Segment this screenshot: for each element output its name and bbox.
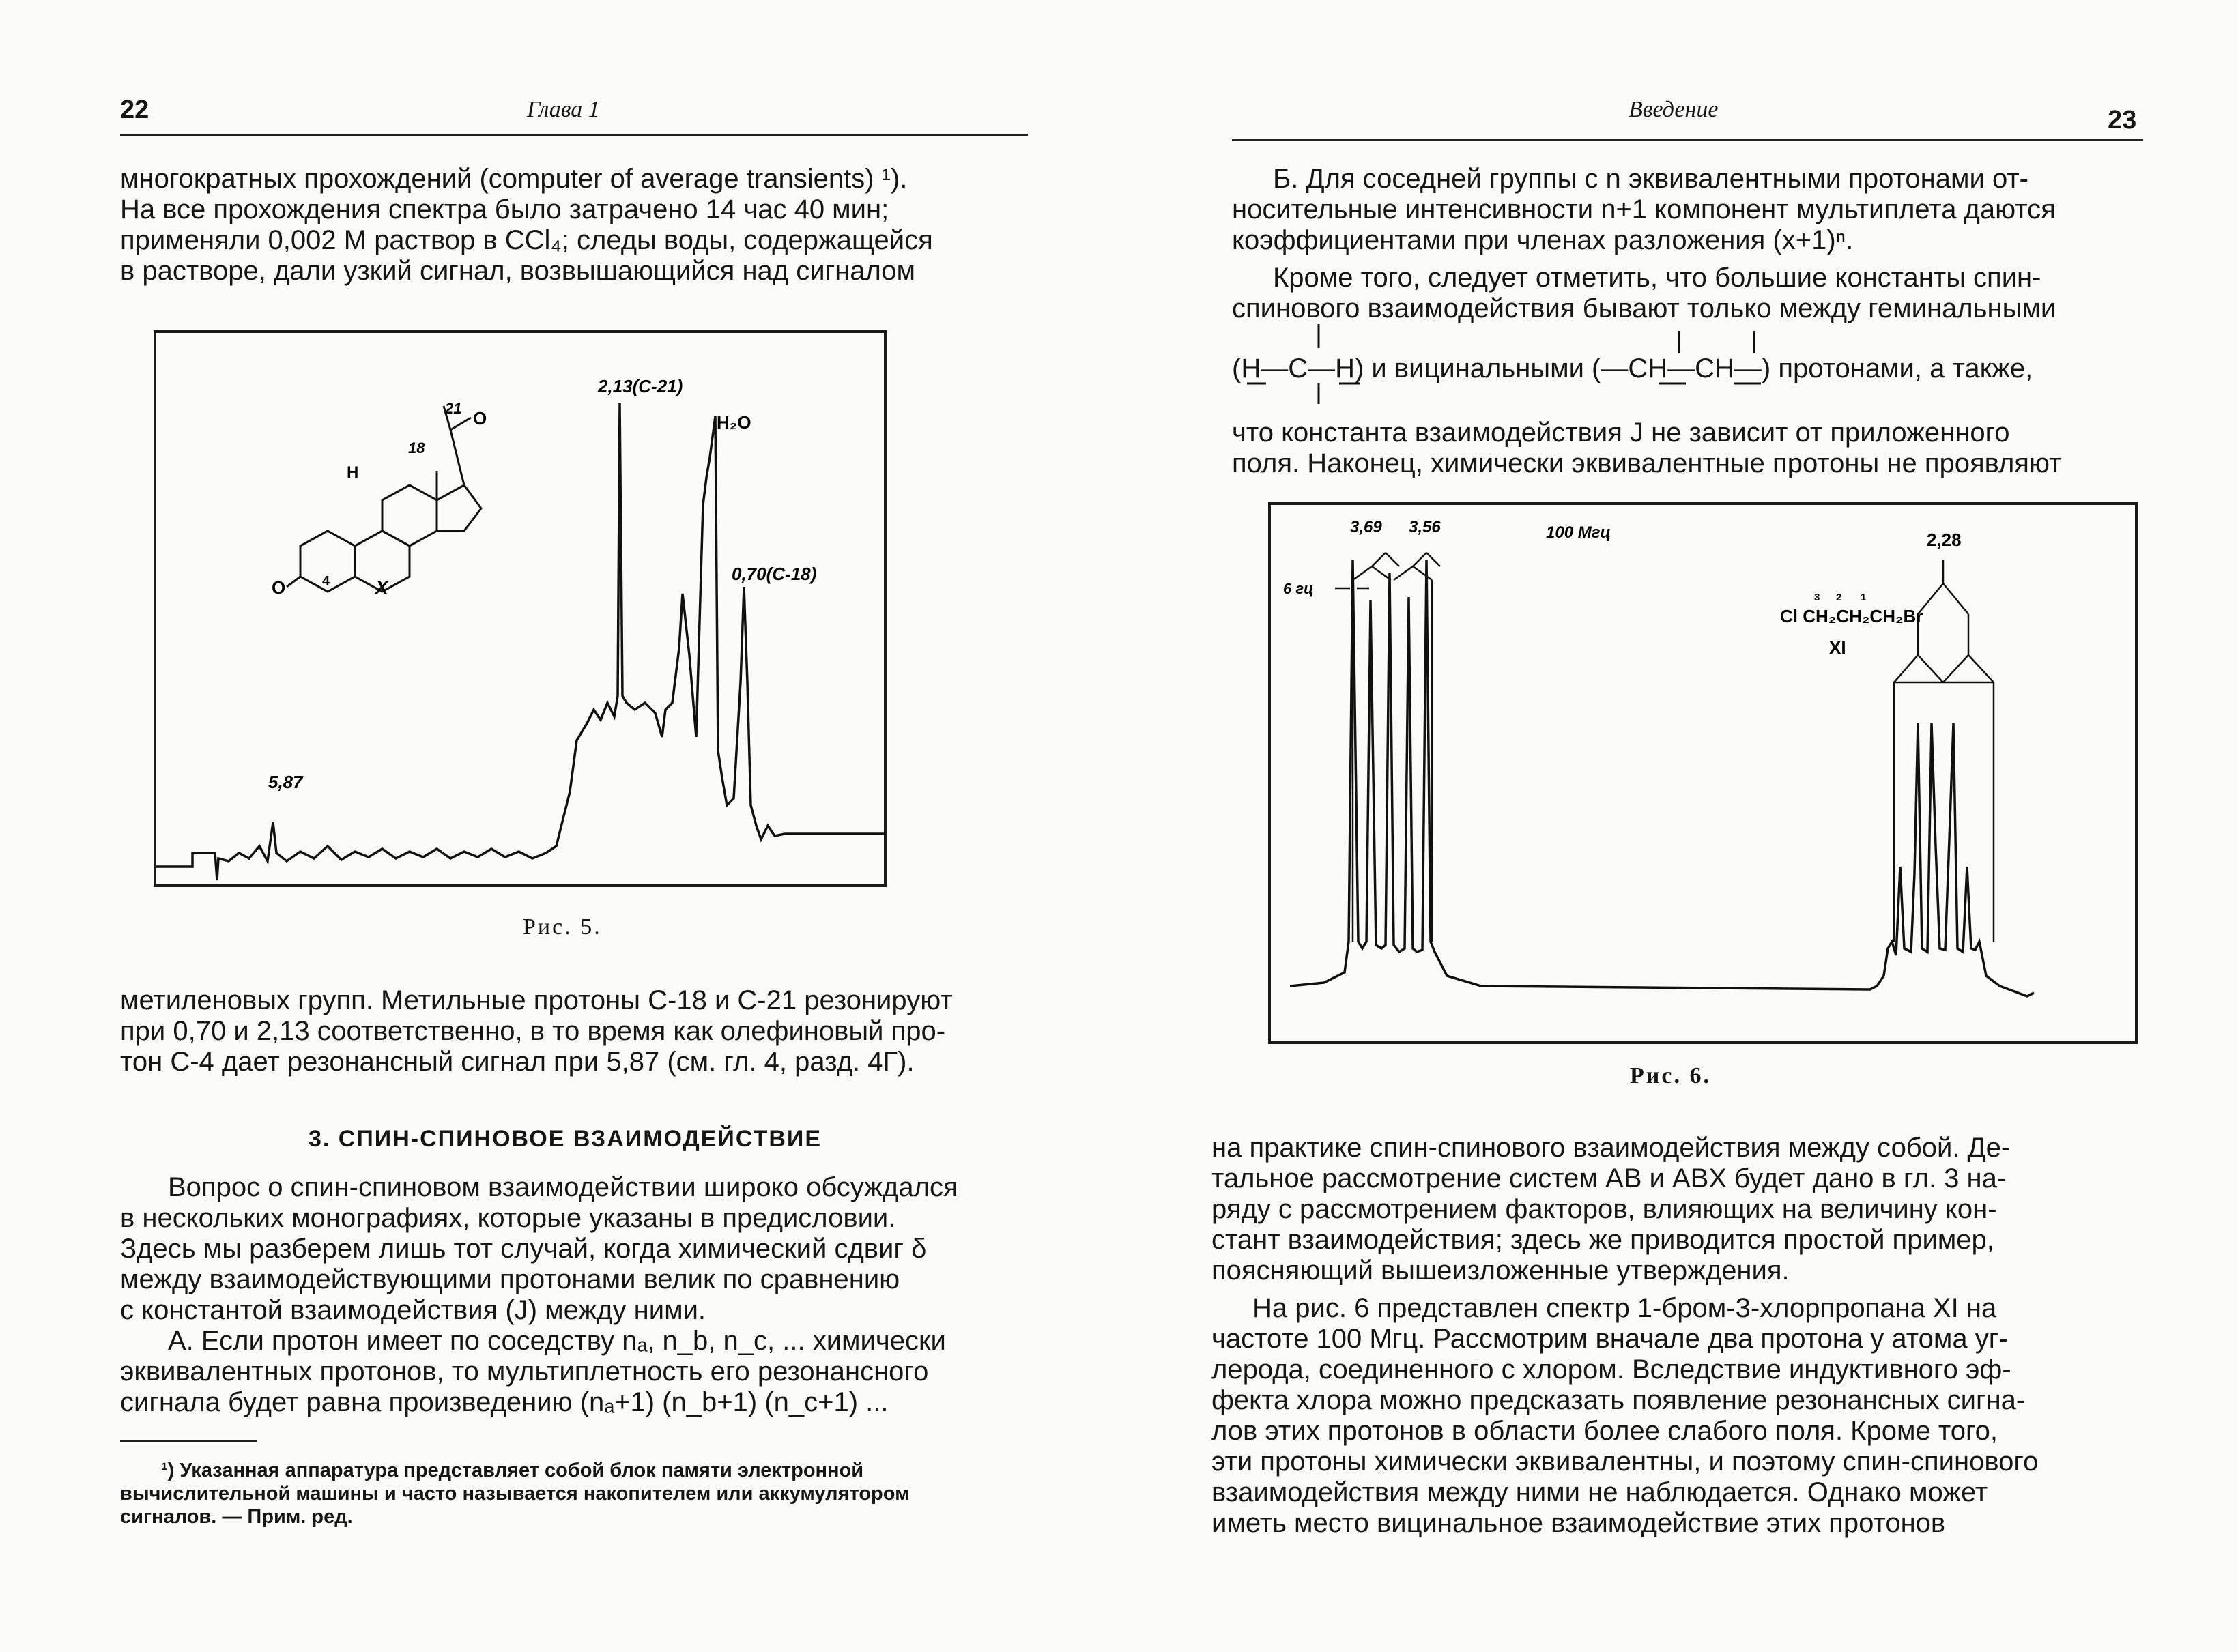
text-line: в нескольких монографиях, которые указаны в предисловии. bbox=[120, 1203, 896, 1233]
text-line: частоте 100 Мгц. Рассмотрим вначале два протона у атома уг- bbox=[1211, 1324, 2008, 1354]
right-page bbox=[1119, 0, 2238, 1652]
figure-frame bbox=[155, 332, 885, 886]
structure-label: 21 bbox=[445, 400, 462, 417]
text-line: лерода, соединенного с хлором. Вследствие индуктивного эф- bbox=[1211, 1354, 2011, 1385]
text-line: иметь место вицинальное взаимодействие этих протонов bbox=[1211, 1508, 1946, 1538]
compound-label: X bbox=[375, 577, 388, 598]
text-line: На рис. 6 представлен спектр 1-бром-3-хлорпропана XI на bbox=[1252, 1293, 1997, 1323]
text-line: Б. Для соседней группы с n эквивалентными протонами от- bbox=[1273, 164, 2028, 194]
text-line: многократных прохождений (computer of average transients) ¹). bbox=[120, 164, 908, 194]
text-line: эквивалентных протонов, то мультиплетность его резонансного bbox=[120, 1357, 929, 1387]
page-number: 23 bbox=[2108, 106, 2137, 134]
text-line: что константа взаимодействия J не зависит от приложенного bbox=[1232, 418, 2010, 448]
figure-caption: Рис. 6. bbox=[1630, 1063, 1711, 1088]
text-line: тальное рассмотрение систем AB и ABX будет дано в гл. 3 на- bbox=[1211, 1163, 2007, 1193]
text-line: носительные интенсивности n+1 компонент мультиплета даются bbox=[1232, 194, 2056, 224]
text-line: фекта хлора можно предсказать появление резонансных сигна- bbox=[1211, 1385, 2026, 1415]
text-line: Вопрос о спин-спиновом взаимодействии широко обсуждался bbox=[168, 1172, 958, 1202]
paragraph-a bbox=[120, 1326, 1028, 1418]
text-line: вычислительной машины и часто называется накопителем или аккумулятором bbox=[120, 1483, 910, 1505]
coupling-label: 6 гц bbox=[1283, 580, 1314, 597]
figure-5 bbox=[0, 0, 1119, 955]
structure-label: 18 bbox=[408, 439, 425, 457]
text-line: эти протоны химически эквивалентны, и поэтому спин-спинового bbox=[1211, 1447, 2039, 1477]
compound-label: XI bbox=[1829, 637, 1846, 658]
spectrum-trace bbox=[156, 403, 885, 880]
text-line: применяли 0,002 М раствор в CCl₄; следы воды, содержащейся bbox=[120, 225, 933, 255]
text-line: с константой взаимодействия (J) между ними. bbox=[120, 1295, 706, 1325]
text-line: спинового взаимодействия бывают только между геминальными bbox=[1232, 293, 2056, 323]
running-head: Введение bbox=[1629, 97, 1719, 122]
text-line: Кроме того, следует отметить, что большие константы спин- bbox=[1273, 263, 2041, 293]
text-line: тон С-4 дает резонансный сигнал при 5,87 (см. гл. 4, разд. 4Г). bbox=[120, 1047, 915, 1077]
text-line: Здесь мы разберем лишь тот случай, когда химический сдвиг δ bbox=[120, 1234, 927, 1264]
steroid-structure bbox=[287, 406, 481, 592]
text-line: между взаимодействующими протонами велик по сравнению bbox=[120, 1264, 900, 1294]
figure-caption: Рис. 5. bbox=[523, 914, 602, 940]
text-line: при 0,70 и 2,13 соответственно, в то время как олефиновый про- bbox=[120, 1016, 946, 1046]
text-line: поясняющий вышеизложенные утверждения. bbox=[1211, 1256, 1790, 1286]
atom-number: 2 bbox=[1836, 592, 1842, 603]
footnote-rule bbox=[120, 1440, 257, 1442]
figure-6 bbox=[1119, 0, 2238, 1105]
text-line: ¹) Указанная аппаратура представляет собой блок памяти электронной bbox=[161, 1460, 864, 1481]
text-line: (H—C—H) и вицинальными (—CH—CH—) протонами, а также, bbox=[1232, 353, 2033, 383]
text-line: На все прохождения спектра было затрачено 14 час 40 мин; bbox=[120, 194, 889, 224]
after-figure-paragraph bbox=[1211, 1133, 2143, 1286]
middle-paragraph bbox=[120, 985, 1028, 1077]
structure-label: 4 bbox=[322, 574, 330, 589]
footnote bbox=[120, 1459, 1028, 1528]
compound-formula: Cl CH₂CH₂CH₂Br bbox=[1780, 606, 1923, 626]
peak-label: 5,87 bbox=[268, 772, 303, 792]
text-line: сигнала будет равна произведению (nₐ+1) (n_b+1) (n_c+1) ... bbox=[120, 1387, 889, 1417]
text-line: А. Если протон имеет по соседству nₐ, n_b, n_c, ... химически bbox=[168, 1326, 946, 1356]
text-line: метиленовых групп. Метильные протоны С-18 и С-21 резонируют bbox=[120, 985, 953, 1015]
text-line: на практике спин-спинового взаимодействия между собой. Де- bbox=[1211, 1133, 2011, 1163]
text-line: коэффициентами при членах разложения (x+1)ⁿ. bbox=[1232, 225, 1854, 255]
last-paragraph bbox=[1211, 1293, 2143, 1539]
frequency-label: 100 Мгц bbox=[1546, 523, 1611, 542]
text-line: ряду с рассмотрением факторов, влияющих на величину кон- bbox=[1211, 1194, 1997, 1224]
peak-label: 0,70(С-18) bbox=[732, 564, 817, 584]
peak-label: H₂O bbox=[717, 412, 751, 433]
section-title: 3. СПИН-СПИНОВОЕ ВЗАИМОДЕЙСТВИЕ bbox=[309, 1126, 822, 1152]
running-head: Глава 1 bbox=[527, 97, 600, 122]
atom-number: 1 bbox=[1861, 592, 1867, 603]
peak-label: 2,28 bbox=[1927, 530, 1962, 550]
peak-label: 2,13(С-21) bbox=[598, 376, 683, 396]
text-line: сигналов. — Прим. ред. bbox=[120, 1506, 353, 1528]
structure-label: O bbox=[272, 577, 286, 598]
text-line: поля. Наконец, химически эквивалентные протоны не проявляют bbox=[1232, 448, 2062, 478]
peak-label: 3,56 bbox=[1409, 518, 1441, 536]
peak-label: 3,69 bbox=[1350, 518, 1382, 536]
page-number: 22 bbox=[120, 96, 149, 124]
text-line: в растворе, дали узкий сигнал, возвышающийся над сигналом bbox=[120, 256, 916, 286]
text-line: лов этих протонов в области более слабого поля. Кроме того, bbox=[1211, 1416, 1998, 1446]
text-line: взаимодействия между ними не наблюдается. Однако может bbox=[1211, 1477, 1988, 1507]
text-line: стант взаимодействия; здесь же приводится простой пример, bbox=[1211, 1225, 1994, 1255]
figure-frame bbox=[1269, 504, 2136, 1043]
section-paragraph bbox=[120, 1172, 1028, 1326]
structure-label: H bbox=[347, 463, 359, 482]
structure-label: O bbox=[473, 408, 487, 429]
atom-number: 3 bbox=[1814, 592, 1820, 603]
